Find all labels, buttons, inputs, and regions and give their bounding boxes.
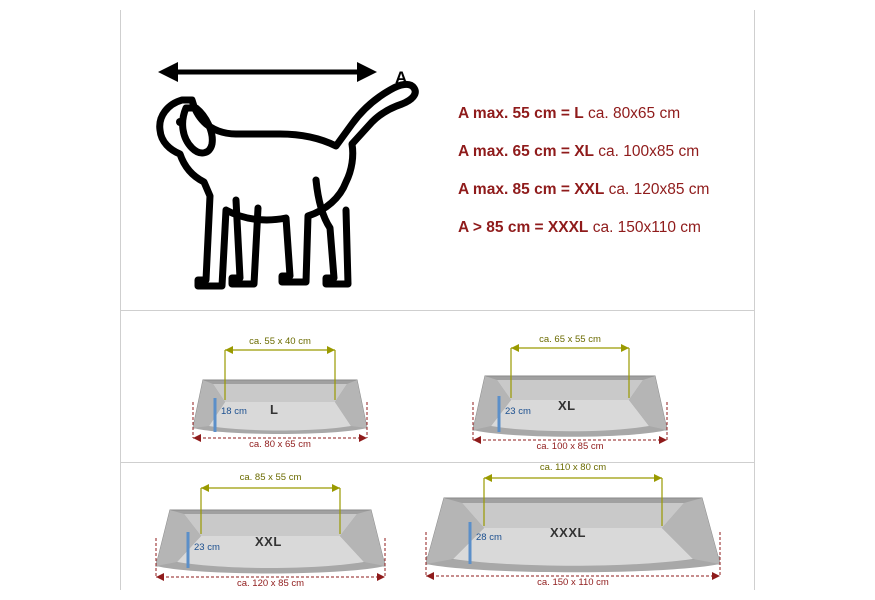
- frame-line-right: [754, 10, 755, 590]
- measure-label-a: A: [395, 68, 408, 87]
- section-divider-top: [120, 310, 755, 311]
- size-rule-size: XXL: [574, 181, 605, 198]
- bed-xxxl-outer-dim: ca. 150 x 110 cm: [537, 577, 609, 588]
- bed-xl-height-dim: 23 cm: [505, 406, 531, 417]
- bed-l-outer-dim: ca. 80 x 65 cm: [249, 439, 311, 450]
- size-rule-prefix: A > 85 cm =: [458, 219, 548, 236]
- size-rule-size: XL: [574, 143, 594, 160]
- size-rule-suffix: ca. 100x85 cm: [594, 143, 700, 160]
- bed-l-inner-dim: ca. 55 x 40 cm: [249, 336, 311, 347]
- arrow-head-right: [357, 62, 377, 82]
- size-rule-size: XXXL: [547, 219, 589, 236]
- bed-xxxl: [418, 462, 728, 595]
- bed-xxl-height-dim: 23 cm: [194, 542, 220, 553]
- size-rule-row: [458, 143, 858, 161]
- size-rule-prefix: A max. 55 cm =: [458, 105, 575, 122]
- bed-xxl: [148, 472, 393, 595]
- bed-xxl-label: XXL: [255, 534, 282, 549]
- size-rule-prefix: A max. 85 cm =: [458, 181, 575, 198]
- bed-xxxl-height-dim: 28 cm: [476, 532, 502, 543]
- bed-l-svg: [185, 340, 375, 455]
- frame-line-left: [120, 10, 121, 590]
- bed-l: [185, 336, 375, 455]
- bed-xl-label: XL: [558, 398, 576, 413]
- size-rule-suffix: ca. 120x85 cm: [604, 181, 710, 198]
- size-rule-suffix: ca. 150x110 cm: [588, 219, 701, 236]
- bed-xxl-inner-dim: ca. 85 x 55 cm: [239, 472, 302, 483]
- bed-l-label: L: [270, 402, 279, 417]
- dog-eye: [176, 118, 184, 126]
- size-rule-row: [458, 219, 858, 237]
- size-rule-prefix: A max. 65 cm =: [458, 143, 575, 160]
- size-rule-suffix: ca. 80x65 cm: [583, 105, 681, 122]
- bed-xxl-outer-dim: ca. 120 x 85 cm: [236, 578, 305, 589]
- bed-xl-outer-dim: ca. 100 x 85 cm: [536, 441, 604, 452]
- arrow-head-left: [158, 62, 178, 82]
- bed-xl-inner-dim: ca. 65 x 55 cm: [539, 334, 601, 345]
- size-rule-size: L: [574, 105, 584, 122]
- dog-illustration: [140, 30, 440, 300]
- bed-l-height-dim: 18 cm: [221, 406, 247, 417]
- size-rule-row: [458, 181, 858, 199]
- size-rule-row: [458, 105, 858, 123]
- bed-xxxl-label: XXXL: [550, 525, 586, 540]
- bed-xl: [465, 334, 675, 458]
- size-rules-list: [458, 105, 858, 257]
- bed-xxxl-inner-dim: ca. 110 x 80 cm: [539, 462, 607, 473]
